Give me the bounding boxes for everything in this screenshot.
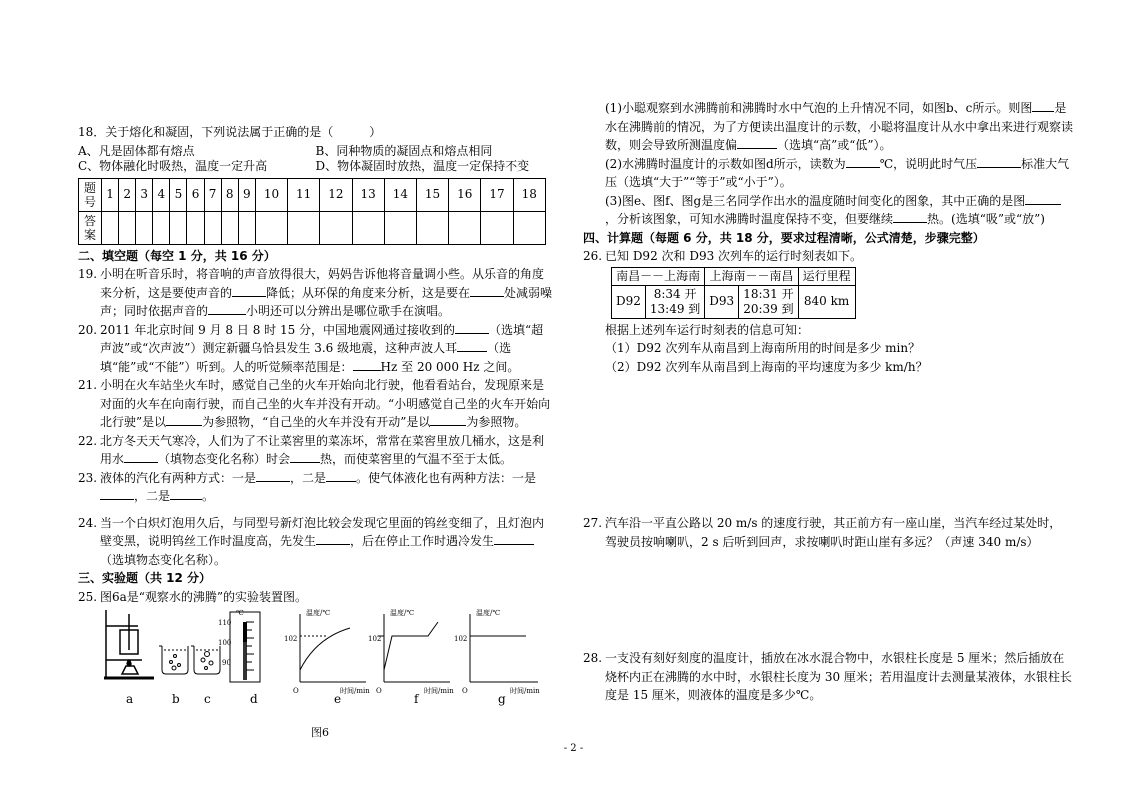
q20-blank-1[interactable] xyxy=(455,321,489,334)
q25-sub3-blank-1[interactable] xyxy=(1025,192,1061,205)
d93-depart: 18:31 开 xyxy=(743,286,794,301)
q21-text: 为参照物。 xyxy=(466,415,527,429)
thermometer-d-icon xyxy=(230,612,260,682)
answer-cell[interactable] xyxy=(481,211,513,244)
answer-table xyxy=(78,178,546,245)
q25-sub1-text: 是水在沸腾前的情况，为了方便读出温度计的示数，小聪将温度计从水中拿出来进行观察读数，则会导致所测温度偏 xyxy=(605,101,1074,152)
answer-cell[interactable] xyxy=(187,211,204,244)
q28-number: 28. xyxy=(583,651,603,665)
graph-e-origin: O xyxy=(293,687,299,695)
answer-cell[interactable] xyxy=(204,211,221,244)
answer-cell[interactable] xyxy=(136,211,153,244)
q24-blank-1[interactable] xyxy=(316,532,350,545)
graph-f-origin: O xyxy=(376,687,382,695)
q19 xyxy=(78,265,553,321)
graph-g xyxy=(470,614,538,682)
q21-text: 小明在火车站坐火车时，感觉自己坐的火车开始向北行驶，他看看站台，发现原来是对面的火车在向南行驶，而自己坐的火车并没有开动。“小明感觉自己坐的火车开始向北行驶”是以 xyxy=(100,378,551,429)
answer-table-number: 13 xyxy=(352,178,384,211)
graph-e-ylabel: 温度/℃ xyxy=(306,609,331,617)
q27-text: 汽车沿一平直公路以 20 m/s 的速度行驶，其正前方有一座山崖，当汽车经过某处时，驾驶员按响喇叭，2 s 后听到回声，求按喇叭时距山崖有多远？（声速 340 m/s） xyxy=(605,516,1062,549)
q22-blank-1[interactable] xyxy=(124,450,158,463)
q28 xyxy=(583,649,1073,705)
answer-cell[interactable] xyxy=(102,211,119,244)
graph-f-ylabel: 温度/℃ xyxy=(390,609,415,617)
q26-sub2: （2）D92 次列车从南昌到上海南的平均速度为多少 km/h？ xyxy=(605,359,928,374)
q19-blank-3[interactable] xyxy=(208,302,246,315)
q25-sub2-text: ℃，说明此时气压 xyxy=(879,156,978,171)
answer-table-number: 1 xyxy=(102,178,119,211)
q27-number: 27. xyxy=(583,516,603,530)
answer-cell[interactable] xyxy=(288,211,320,244)
q23-number: 23. xyxy=(78,470,98,485)
q23 xyxy=(78,469,553,506)
fig-label-g: g xyxy=(498,692,506,706)
d92-arrive: 13:49 到 xyxy=(649,301,701,316)
answer-cell[interactable] xyxy=(255,211,287,244)
left-column xyxy=(78,96,553,743)
thermo-unit: ℃ xyxy=(236,609,244,617)
answer-table-number: 14 xyxy=(384,178,416,211)
graph-g-xlabel: 时间/min xyxy=(510,687,540,695)
answer-table-number: 3 xyxy=(136,178,153,211)
beaker-b-icon xyxy=(159,646,188,674)
answer-cell[interactable] xyxy=(320,211,352,244)
timetable-cell-distance: 840 km xyxy=(798,285,855,318)
answer-table-number: 5 xyxy=(170,178,187,211)
q25-sub3-blank-2[interactable] xyxy=(893,210,927,223)
answer-table-number: 4 xyxy=(153,178,170,211)
q26-text: 已知 D92 次和 D93 次列车的运行时刻表如下。 xyxy=(605,249,863,263)
d92-depart: 8:34 开 xyxy=(653,286,697,301)
graph-g-origin: O xyxy=(462,687,468,695)
answer-cell[interactable] xyxy=(449,211,481,244)
q25-sub2-text: (2)水沸腾时温度计的示数如图d所示，读数为 xyxy=(605,156,846,171)
q21-text: 为参照物，“自己坐的火车并没有开动”是以 xyxy=(202,415,431,429)
figure-6 xyxy=(78,610,553,720)
q25-sub1 xyxy=(583,99,1073,155)
q18-option-d: D、物体凝固时放热，温度一定保持不变 xyxy=(315,159,530,173)
fig-label-d: d xyxy=(250,692,258,706)
answer-table-number: 6 xyxy=(187,178,204,211)
q19-text: 小明还可以分辨出是哪位歌手在演唱。 xyxy=(246,304,451,318)
q24-text: （选填物态变化名称）。 xyxy=(100,552,227,567)
q19-text: 降低；从环保的角度来分析，这是要在 xyxy=(266,285,471,300)
timetable-cell-d93-times xyxy=(739,285,798,318)
answer-cell[interactable] xyxy=(384,211,416,244)
graph-f-xlabel: 时间/min xyxy=(424,687,454,695)
answer-table-number-row xyxy=(79,178,546,211)
q19-blank-2[interactable] xyxy=(470,284,504,297)
graph-f xyxy=(378,614,450,682)
q23-blank-1[interactable] xyxy=(256,469,290,482)
answer-table-answer-row xyxy=(79,211,546,244)
graph-g-tick: 102 xyxy=(454,635,468,643)
answer-cell[interactable] xyxy=(170,211,187,244)
answer-table-number: 18 xyxy=(513,178,545,211)
q20-number: 20. xyxy=(78,322,98,337)
figure-6-caption: 图6 xyxy=(311,726,329,739)
answer-cell[interactable] xyxy=(238,211,255,244)
answer-cell[interactable] xyxy=(153,211,170,244)
q25-sub2-blank-1[interactable] xyxy=(846,155,880,168)
answer-table-number: 7 xyxy=(204,178,221,211)
answer-table-number: 9 xyxy=(238,178,255,211)
answer-table-number: 16 xyxy=(449,178,481,211)
q27 xyxy=(583,514,1073,551)
q19-text: 小明在听音乐时，将音响的声音放得很大，妈妈告诉他将音量调小些。从乐音的角度来分析，这是要使声音的 xyxy=(100,267,545,300)
q24-text: ，后在停止工作时遇冷发生 xyxy=(350,534,495,548)
q25-sub2 xyxy=(583,155,1073,192)
q19-blank-1[interactable] xyxy=(232,284,266,297)
q26-intro: 根据上述列车运行时刻表的信息可知： xyxy=(605,322,810,337)
q28-text: 一支没有刻好刻度的温度计，插放在冰水混合物中，水银柱长度是 5 厘米；然后插放在烧杯内正在沸腾的水中时，水银柱长度为 30 厘米；若用温度计去测量某液体，水银柱长度是 15 厘米，则液体的温度是多少℃。 xyxy=(605,651,1072,702)
q25-number: 25. xyxy=(78,589,98,604)
answer-table-number: 17 xyxy=(481,178,513,211)
q23-text: 。使气体液化也有两种方法：一是 xyxy=(356,470,537,485)
right-column xyxy=(583,99,1073,705)
q26 xyxy=(583,247,1073,266)
thermo-tick-110: 110 xyxy=(218,619,232,627)
graph-f-tick: 102 xyxy=(368,635,382,643)
q22-text: 北方冬天天气寒冷，人们为了不让菜窖里的菜冻坏，常常在菜窖里放几桶水，这是利用水 xyxy=(100,433,545,466)
q21-blank-2[interactable] xyxy=(430,413,466,426)
q22-text: （填物态变化名称）时会 xyxy=(158,452,291,466)
q23-text: 液体的汽化有两种方式：一是 xyxy=(100,470,257,485)
q22 xyxy=(78,432,553,469)
answer-table-number: 12 xyxy=(320,178,352,211)
section2-title: 二、填空题（每空 1 分，共 16 分） xyxy=(78,248,276,263)
fig-label-e: e xyxy=(334,692,342,706)
fig-label-f: f xyxy=(414,692,419,706)
q21 xyxy=(78,376,553,432)
timetable-cell-d92: D92 xyxy=(612,285,646,318)
answer-cell[interactable] xyxy=(119,211,136,244)
answer-cell[interactable] xyxy=(352,211,384,244)
q25-sub3-text: 热。(选填“吸”或“放”) xyxy=(927,212,1045,226)
thermo-tick-100: 100 xyxy=(218,639,232,647)
q22-number: 22. xyxy=(78,433,98,448)
q25-sub3-text: ，分析该图象，可知水沸腾时温度保持不变，但要继续 xyxy=(605,212,894,226)
train-timetable xyxy=(611,267,856,319)
q20-text: （选填“能”或“不能”）听到。人的听觉频率范围是： xyxy=(100,341,512,374)
section4-title: 四、计算题（每题 6 分，共 18 分，要求过程清晰，公式清楚，步骤完整） xyxy=(583,230,985,245)
apparatus-a-icon xyxy=(104,610,154,678)
q19-number: 19. xyxy=(78,267,98,281)
q24-number: 24. xyxy=(78,515,98,530)
q21-blank-1[interactable] xyxy=(166,413,202,426)
q25-sub3-text: (3)图e、图f、图g是三名同学作出水的温度随时间变化的图象，其中正确的是图 xyxy=(605,193,1026,208)
q18-option-c: C、物体融化时吸热，温度一定升高 xyxy=(78,159,268,173)
q20-blank-2[interactable] xyxy=(457,339,487,352)
answer-table-head-answer: 答案 xyxy=(79,211,102,244)
q20-text: 2011 年北京时间 9 月 8 日 8 时 15 分，中国地震网通过接收到的 xyxy=(100,322,456,337)
answer-table-head-number: 题号 xyxy=(79,178,102,211)
q26-number: 26. xyxy=(583,249,603,263)
q25-sub1-text: （选填“高”或“低”）。 xyxy=(777,138,892,152)
timetable-cell-d93: D93 xyxy=(705,285,739,318)
graph-e xyxy=(300,614,366,682)
q24-blank-2[interactable] xyxy=(494,532,534,545)
d93-arrive: 20:39 到 xyxy=(743,301,794,316)
answer-table-number: 8 xyxy=(221,178,238,211)
q25-sub2-blank-2[interactable] xyxy=(977,155,1021,168)
q19-text: 处减弱噪声；同时依据声音的 xyxy=(100,285,553,318)
section3-title: 三、实验题（共 12 分） xyxy=(78,571,212,585)
q18-stem: 18．关于熔化和凝固，下列说法属于正确的是（ ） xyxy=(78,125,382,139)
q25-sub1-blank-1[interactable] xyxy=(1032,99,1054,112)
timetable-cell-d92-times xyxy=(645,285,704,318)
thermo-tick-90: 90 xyxy=(222,659,231,667)
q23-blank-3[interactable] xyxy=(100,487,134,500)
q20-blank-3[interactable] xyxy=(353,358,381,371)
q23-text: ，二是 xyxy=(290,470,327,485)
q24 xyxy=(78,514,553,570)
q26-sub1: （1）D92 次列车从南昌到上海南所用的时间是多少 min？ xyxy=(605,341,921,355)
q25-sub1-blank-2[interactable] xyxy=(737,136,777,149)
q25-sub1-text: (1)小聪观察到水沸腾前和沸腾时水中气泡的上升情况不同，如图b、c所示。则图 xyxy=(605,101,1033,115)
q23-text: ，二是 xyxy=(134,489,171,503)
timetable-header-1: 南昌－－上海南 xyxy=(612,267,705,285)
fig-label-a: a xyxy=(126,692,134,706)
q20-text: （选填“超声波”或“次声波”）测定新疆乌恰县发生 3.6 级地震，这种声波人耳 xyxy=(100,322,544,355)
q21-number: 21. xyxy=(78,378,98,392)
q22-blank-2[interactable] xyxy=(290,450,320,463)
fig-label-c: c xyxy=(204,692,211,706)
q24-text: 当一个白炽灯泡用久后，与同型号新灯泡比较会发现它里面的钨丝变细了，且灯泡内壁变黑，说明钨丝工作时温度高，先发生 xyxy=(100,515,545,548)
q18-options-row2 xyxy=(78,157,553,176)
answer-table-number: 2 xyxy=(119,178,136,211)
q25-text: 图6a是“观察水的沸腾”的实验装置图。 xyxy=(100,589,308,604)
q20-text: Hz 至 20 000 Hz 之间。 xyxy=(380,359,520,374)
timetable-header-2: 上海南－－南昌 xyxy=(705,267,798,285)
answer-table-number: 10 xyxy=(255,178,287,211)
q20 xyxy=(78,321,553,377)
answer-cell[interactable] xyxy=(221,211,238,244)
graph-e-xlabel: 时间/min xyxy=(340,687,370,695)
figure-6-drawing xyxy=(78,610,553,720)
answer-table-number: 11 xyxy=(288,178,320,211)
q23-blank-2[interactable] xyxy=(326,469,356,482)
graph-e-tick: 102 xyxy=(284,635,298,643)
page-number: - 2 - xyxy=(563,743,584,754)
q23-text: 。 xyxy=(202,489,215,503)
q18-option-a: A、凡是固体都有熔点 xyxy=(78,143,195,158)
fig-label-b: b xyxy=(172,692,180,706)
timetable-header-3: 运行里程 xyxy=(798,267,855,285)
q25-sub3 xyxy=(583,192,1073,229)
answer-cell[interactable] xyxy=(513,211,545,244)
beaker-c-icon xyxy=(191,646,220,674)
q25-sub2-text: 标准大气压（选填“大于”“等于”或“小于”）。 xyxy=(605,156,1070,189)
q23-blank-4[interactable] xyxy=(170,487,202,500)
q18-option-b: B、同种物质的凝固点和熔点相同 xyxy=(315,143,493,158)
graph-g-ylabel: 温度/℃ xyxy=(476,609,501,617)
answer-cell[interactable] xyxy=(416,211,448,244)
q22-text: 热，而使菜窖里的气温不至于太低。 xyxy=(320,452,513,466)
answer-table-number: 15 xyxy=(416,178,448,211)
